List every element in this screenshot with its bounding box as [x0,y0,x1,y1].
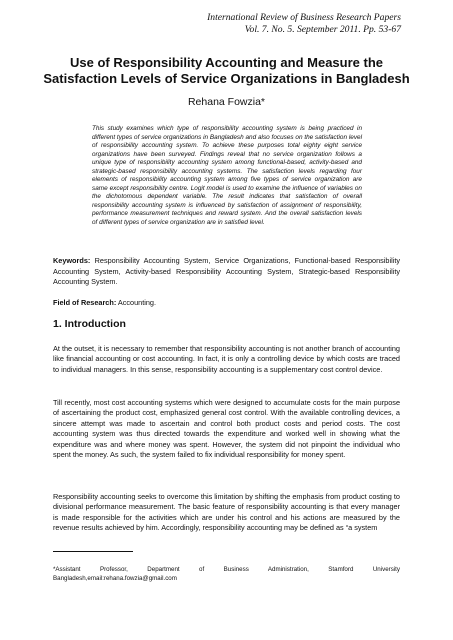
journal-volume: Vol. 7. No. 5. September 2011. Pp. 53-67 [244,24,401,35]
intro-paragraph-2: Till recently, most cost accounting systems which were designed to accumulate costs for the main purpose of ascertaining the product cost, emphasized general cost control. With the available controlling devices, a sincere attempt was made to ascertain and control both product costs and period costs. The cost accounting system was thus directed towards the expenditure and worked well in showing what the expenditure was and where money was spent. However, the system did not pinpoint the individual who spent the money. As such, the system failed to fix individual responsibility for money spent. [53,398,400,460]
abstract: This study examines which type of responsibility accounting system is being practiced in different types of service organizations in Bangladesh and also focuses on the satisfaction level of responsibility accounting system. To achieve these purposes total eighty eight service organizations have been surveyed. Findings reveal that no service organization follows a unique type of responsibility accounting system among functional-based, activity-based and strategic-based responsibility accounting systems. The satisfaction levels regarding four elements of responsibility accounting system among five types of service organization are same except responsibility centre. Logit model is used to examine the influence of variables on the dichotomous dependent variable. The result indicates that satisfaction of overall responsibility accounting system is influenced by satisfaction of assignment of responsibility, performance measurement techniques and reward system. And the overall satisfaction levels of different types of service organization are in satisfied level. [92,125,362,226]
field-text: Accounting. [117,298,157,307]
field-label: Field of Research: [53,298,117,307]
paper-title: Use of Responsibility Accounting and Measure the Satisfaction Levels of Service Organizations in Bangladesh [43,55,410,86]
keywords [53,256,400,288]
intro-paragraph-3: Responsibility accounting seeks to overcome this limitation by shifting the emphasis from product costing to divisional performance measurement. The basic feature of responsibility accounting is that every manager is made responsible for the activities which are under his control and his actions are measured by the revenue results achieved by him. Accordingly, responsibility accounting may be defined as “a system [53,492,400,533]
keywords-text: Responsibility Accounting System, Service Organizations, Functional-based Responsibility Accounting System, Activity-based Responsibility Accounting System, Strategic-based Responsibility Accounting System. [53,256,400,286]
footnote-divider [53,551,133,552]
section-heading-introduction: 1. Introduction [53,318,126,330]
intro-paragraph-1: At the outset, it is necessary to remember that responsibility accounting is not another branch of accounting like financial accounting or cost accounting. In fact, it is only a controlling device by which costs are traced to individual managers. In this sense, responsibility accounting is a supplementary cost control device. [53,344,400,374]
author-name: Rehana Fowzia* [187,96,266,108]
journal-name: International Review of Business Research Papers [207,12,401,23]
author-footnote: *Assistant Professor, Department of Business Administration, Stamford University Bangladesh,email:rehana.fowzia@gmail.com [53,566,400,582]
keywords-label: Keywords: [53,256,91,265]
field-of-research [53,298,156,307]
